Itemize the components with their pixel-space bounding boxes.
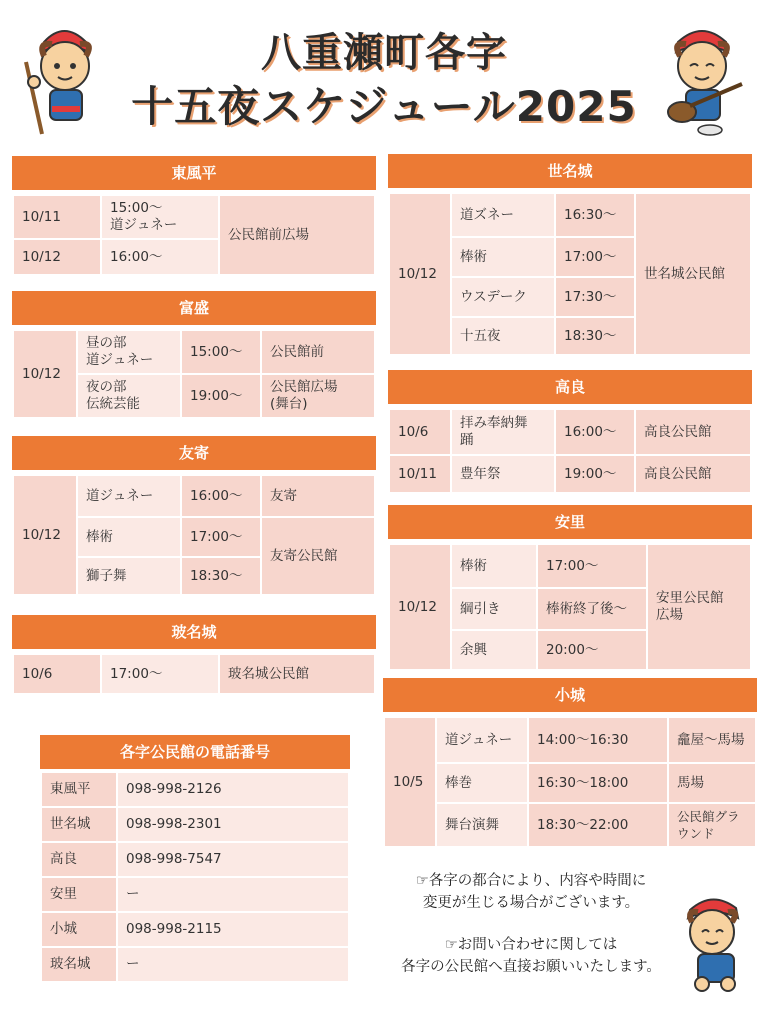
- place-cell: 玻名城公民館: [219, 654, 375, 694]
- date-cell: 10/11: [389, 455, 451, 493]
- event-cell: 豊年祭: [451, 455, 555, 493]
- table-row: [41, 772, 349, 807]
- table-row: [41, 842, 349, 877]
- time-cell: 16:30～: [555, 193, 635, 237]
- phone-number-cell: 098-998-7547: [117, 842, 349, 877]
- time-cell: 19:00～: [181, 374, 261, 418]
- place-cell: 公民館グラ ウンド: [668, 803, 756, 847]
- section-kogusuku: [383, 678, 757, 848]
- time-cell: 16:00～: [555, 409, 635, 455]
- time-cell: 14:00～16:30: [528, 717, 668, 763]
- place-cell: 龕屋～馬場: [668, 717, 756, 763]
- date-cell: 10/12: [13, 239, 101, 275]
- date-cell: 10/6: [13, 654, 101, 694]
- schedule-table: [12, 329, 376, 419]
- section-header: 東風平: [12, 156, 376, 190]
- event-cell: 道ズネー: [451, 193, 555, 237]
- place-cell: 公民館広場 (舞台): [261, 374, 375, 418]
- event-cell: 拝み奉納舞 踊: [451, 409, 555, 455]
- phone-number-cell: ー: [117, 947, 349, 982]
- date-cell: 10/12: [389, 544, 451, 670]
- district-name-cell: 小城: [41, 912, 117, 947]
- section-header: 友寄: [12, 436, 376, 470]
- place-cell: 世名城公民館: [635, 193, 751, 355]
- time-cell: 16:00～: [181, 475, 261, 517]
- table-row: [389, 455, 751, 493]
- table-row: [384, 803, 756, 847]
- place-cell: 高良公民館: [635, 409, 751, 455]
- event-cell: 昼の部 道ジュネー: [77, 330, 181, 374]
- table-row: [384, 717, 756, 763]
- event-cell: 十五夜: [451, 317, 555, 355]
- event-cell: 道ジュネー: [436, 717, 528, 763]
- event-cell: 舞台演舞: [436, 803, 528, 847]
- time-cell: 19:00～: [555, 455, 635, 493]
- time-cell: 20:00～: [537, 630, 647, 670]
- event-cell: 道ジュネー: [77, 475, 181, 517]
- event-cell: 夜の部 伝統芸能: [77, 374, 181, 418]
- table-row: [41, 912, 349, 947]
- section-asato: [388, 505, 752, 671]
- phone-table: [40, 771, 350, 983]
- table-row: [389, 544, 751, 588]
- event-cell: 棒巻: [436, 763, 528, 803]
- table-row: [13, 195, 375, 239]
- schedule-table: [12, 653, 376, 695]
- time-cell: 18:30～: [555, 317, 635, 355]
- page-title-line2: 十五夜スケジュール2025: [131, 82, 637, 131]
- event-cell: 15:00～ 道ジュネー: [101, 195, 219, 239]
- place-cell: 高良公民館: [635, 455, 751, 493]
- time-cell: 17:00～: [537, 544, 647, 588]
- district-name-cell: 東風平: [41, 772, 117, 807]
- schedule-table: [383, 716, 757, 848]
- schedule-table: [388, 408, 752, 494]
- table-row: [13, 330, 375, 374]
- phone-number-cell: 098-998-2301: [117, 807, 349, 842]
- district-name-cell: 高良: [41, 842, 117, 877]
- notice-line: 各字の公民館へ直接お願いいたします。: [401, 959, 661, 975]
- place-cell: 友寄公民館: [261, 517, 375, 595]
- section-header: 小城: [383, 678, 757, 712]
- section-header: 玻名城: [12, 615, 376, 649]
- time-cell: 棒術終了後～: [537, 588, 647, 630]
- table-row: [41, 807, 349, 842]
- table-row: [389, 409, 751, 455]
- mascot-left-icon: [14, 22, 114, 137]
- date-cell: 10/6: [389, 409, 451, 455]
- event-cell: 16:00～: [101, 239, 219, 275]
- section-sedake: [388, 154, 752, 356]
- place-cell: 公民館前広場: [219, 195, 375, 275]
- event-cell: ウスデーク: [451, 277, 555, 317]
- schedule-table: [388, 192, 752, 356]
- event-cell: 獅子舞: [77, 557, 181, 595]
- section-header: 世名城: [388, 154, 752, 188]
- phone-number-cell: 098-998-2115: [117, 912, 349, 947]
- section-takara: [388, 370, 752, 494]
- schedule-table: [388, 543, 752, 671]
- district-name-cell: 安里: [41, 877, 117, 912]
- date-cell: 10/5: [384, 717, 436, 847]
- notice-schedule-change: [366, 870, 696, 914]
- section-tomimori: [12, 291, 376, 419]
- mascot-right-icon: [650, 20, 760, 138]
- event-cell: 棒術: [451, 237, 555, 277]
- section-phone-numbers: [40, 735, 350, 983]
- section-header: 富盛: [12, 291, 376, 325]
- place-cell: 友寄: [261, 475, 375, 517]
- place-cell: 馬場: [668, 763, 756, 803]
- district-name-cell: 世名城: [41, 807, 117, 842]
- table-row: [13, 654, 375, 694]
- time-cell: 17:00～: [101, 654, 219, 694]
- date-cell: 10/11: [13, 195, 101, 239]
- table-row: [13, 475, 375, 517]
- phone-number-cell: 098-998-2126: [117, 772, 349, 807]
- section-header: 安里: [388, 505, 752, 539]
- phone-number-cell: ー: [117, 877, 349, 912]
- notice-inquiries: [356, 934, 706, 978]
- notice-line: ☞お問い合わせに関しては: [444, 937, 618, 953]
- section-gushichan: [12, 615, 376, 695]
- place-cell: 安里公民館 広場: [647, 544, 751, 670]
- event-cell: 余興: [451, 630, 537, 670]
- table-row: [389, 193, 751, 237]
- date-cell: 10/12: [13, 475, 77, 595]
- page-title-line1: 八重瀬町各字: [261, 30, 507, 76]
- notice-line: ☞各字の都合により、内容や時間に: [415, 873, 647, 889]
- event-cell: 綱引き: [451, 588, 537, 630]
- date-cell: 10/12: [13, 330, 77, 418]
- table-row: [41, 877, 349, 912]
- schedule-table: [12, 194, 376, 276]
- time-cell: 17:00～: [555, 237, 635, 277]
- time-cell: 17:00～: [181, 517, 261, 557]
- time-cell: 16:30～18:00: [528, 763, 668, 803]
- district-name-cell: 玻名城: [41, 947, 117, 982]
- time-cell: 18:30～: [181, 557, 261, 595]
- time-cell: 18:30～22:00: [528, 803, 668, 847]
- place-cell: 公民館前: [261, 330, 375, 374]
- time-cell: 15:00～: [181, 330, 261, 374]
- notice-line: 変更が生じる場合がございます。: [422, 895, 640, 911]
- date-cell: 10/12: [389, 193, 451, 355]
- section-tomoyose: [12, 436, 376, 596]
- event-cell: 棒術: [451, 544, 537, 588]
- section-header: 各字公民館の電話番号: [40, 735, 350, 769]
- section-header: 高良: [388, 370, 752, 404]
- schedule-table: [12, 474, 376, 596]
- table-row: [384, 763, 756, 803]
- table-row: [41, 947, 349, 982]
- event-cell: 棒術: [77, 517, 181, 557]
- time-cell: 17:30～: [555, 277, 635, 317]
- section-tofuchira: [12, 156, 376, 276]
